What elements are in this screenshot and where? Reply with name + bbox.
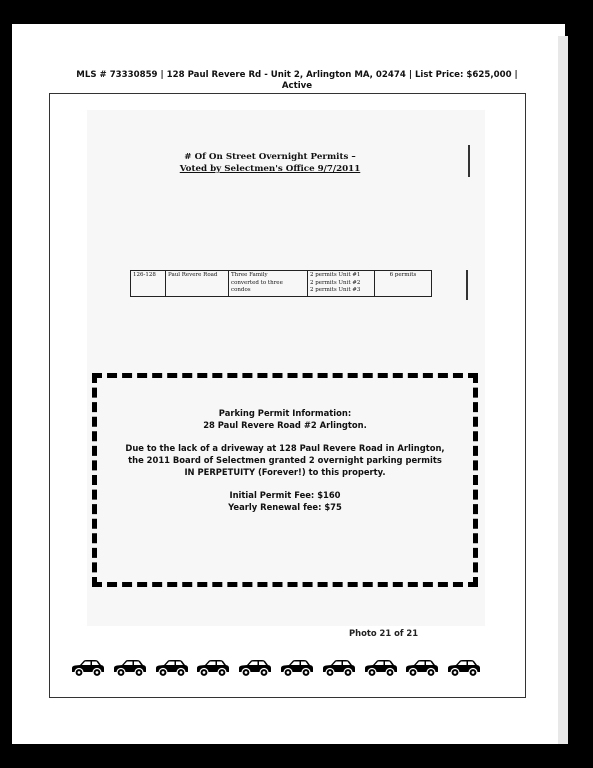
parking-info	[102, 407, 468, 524]
car-icon	[404, 658, 440, 678]
info-fee-renewal: Yearly Renewal fee: $75	[228, 502, 342, 512]
info-fee-initial: Initial Permit Fee: $160	[229, 490, 341, 500]
car-icon	[321, 658, 357, 678]
total-cell: 6 permits	[375, 271, 432, 297]
listing-mls-line: MLS # 73330859 | 128 Paul Revere Rd - Unit 2, Arlington MA, 02474 | List Price: $625,000 |	[76, 70, 518, 80]
car-icon	[154, 658, 190, 678]
info-body-3: IN PERPETUITY (Forever!) to this property.	[184, 467, 386, 477]
listing-status: Active	[281, 81, 313, 91]
scan-margin-line-2	[466, 270, 468, 300]
car-icon	[195, 658, 231, 678]
car-icon	[112, 658, 148, 678]
car-icon	[363, 658, 399, 678]
car-icon	[237, 658, 273, 678]
frame-shadow	[558, 36, 568, 744]
info-body-2: the 2011 Board of Selectmen granted 2 overnight parking permits	[128, 455, 442, 465]
scan-margin-line	[468, 145, 470, 177]
car-icon-row	[70, 658, 482, 678]
address-number-cell: 126-128	[131, 271, 166, 297]
car-icon	[70, 658, 106, 678]
info-heading-2: 28 Paul Revere Road #2 Arlington.	[203, 420, 367, 430]
permits-cell: 2 permits Unit #1 2 permits Unit #2 2 permits Unit #3	[308, 271, 375, 297]
permit-table	[130, 270, 432, 297]
info-body-1: Due to the lack of a driveway at 128 Paul Revere Road in Arlington,	[125, 443, 445, 453]
street-cell: Paul Revere Road	[166, 271, 229, 297]
photo-caption: Photo 21 of 21	[349, 628, 419, 638]
info-heading-1: Parking Permit Information:	[218, 408, 352, 418]
scan-title	[120, 151, 420, 175]
car-icon	[446, 658, 482, 678]
scan-title-line2: Voted by Selectmen's Office 9/7/2011	[179, 164, 361, 174]
car-icon	[279, 658, 315, 678]
listing-header	[42, 70, 552, 92]
scan-title-line1: # Of On Street Overnight Permits –	[184, 152, 356, 162]
table-row	[131, 271, 432, 297]
description-cell: Three Family converted to three condos	[229, 271, 308, 297]
